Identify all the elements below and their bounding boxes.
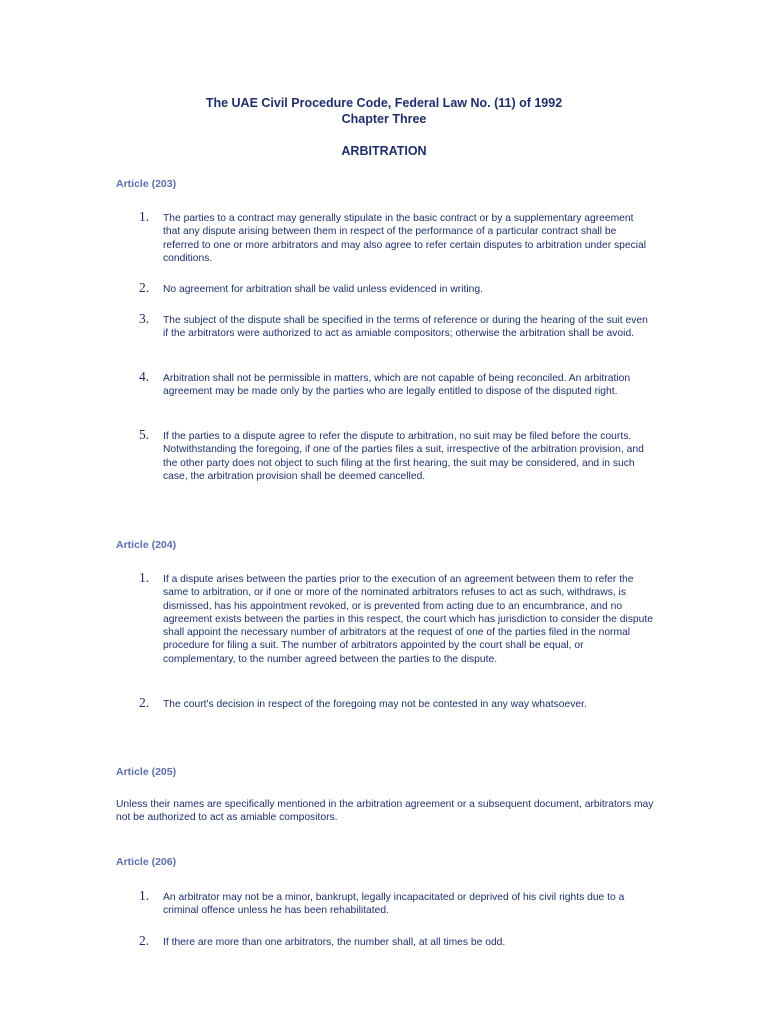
item-text: No agreement for arbitration shall be valid unless evidenced in writing.	[163, 284, 483, 295]
item-number: 2.	[139, 280, 150, 295]
article-heading: Article (204)	[116, 539, 177, 551]
item-text: If the parties to a dispute agree to refer the dispute to arbitration, no suit may be filed before the courts. Notwithstanding the foregoing, if one of the parties files a suit, irrespective of the arbitration provision, and the other party does not object to such filing at the first hearing, the suit may be considered, and in such case, the arbitration provision shall be deemed cancelled.	[163, 431, 644, 482]
item-number: 1.	[139, 888, 150, 903]
item-text: An arbitrator may not be a minor, bankrupt, legally incapacitated or deprived of his civil rights due to a criminal offence unless he has been rehabilitated.	[163, 892, 625, 917]
section-title: ARBITRATION	[341, 144, 427, 158]
item-text: The subject of the dispute shall be specified in the terms of reference or during the hearing of the suit even if the arbitrators were authorized to act as amiable compositors; otherwise the arbitration shall be avoid.	[163, 315, 648, 340]
article-heading: Article (205)	[116, 766, 177, 778]
item-text: Arbitration shall not be permissible in matters, which are not capable of being reconciled. An arbitration agreement may be made only by the parties who are legally entitled to dispose of the disputed right.	[163, 373, 631, 398]
item-number: 4.	[139, 369, 150, 384]
item-number: 3.	[139, 311, 150, 326]
article-heading: Article (203)	[116, 178, 177, 190]
article-paragraph: Unless their names are specifically mentioned in the arbitration agreement or a subsequent document, arbitrators may not be authorized to act as amiable compositors.	[116, 799, 654, 824]
item-number: 1.	[139, 570, 150, 585]
item-number: 5.	[139, 427, 150, 442]
article-heading: Article (206)	[116, 856, 177, 868]
item-number: 1.	[139, 209, 150, 224]
item-text: The parties to a contract may generally stipulate in the basic contract or by a supplementary agreement that any dispute arising between them in respect of the performance of a particular contract shall be referred to one or more arbitrators and may also agree to refer certain disputes to arbitration under special conditions.	[163, 213, 647, 264]
item-text: If a dispute arises between the parties prior to the execution of an agreement between them to refer the same to arbitration, or if one or more of the nominated arbitrators refuses to act as such, withdraws, is dismissed, has his appointment revoked, or is prevented from acting due to an encumbrance, and no agreement exists between the parties in this respect, the court which has jurisdiction to consider the dispute shall appoint the necessary number of arbitrators at the request of one of the parties filed in the normal procedure for filing a suit. The number of arbitrators appointed by the court shall be equal, or complementary, to the number agreed between the parties to the dispute.	[163, 574, 653, 665]
document-title: The UAE Civil Procedure Code, Federal Law No. (11) of 1992	[205, 96, 563, 110]
item-number: 2.	[139, 933, 150, 948]
item-number: 2.	[139, 695, 150, 710]
item-text: The court's decision in respect of the foregoing may not be contested in any way whatsoever.	[163, 699, 587, 710]
chapter-title: Chapter Three	[341, 112, 427, 126]
item-text: If there are more than one arbitrators, the number shall, at all times be odd.	[163, 937, 506, 948]
